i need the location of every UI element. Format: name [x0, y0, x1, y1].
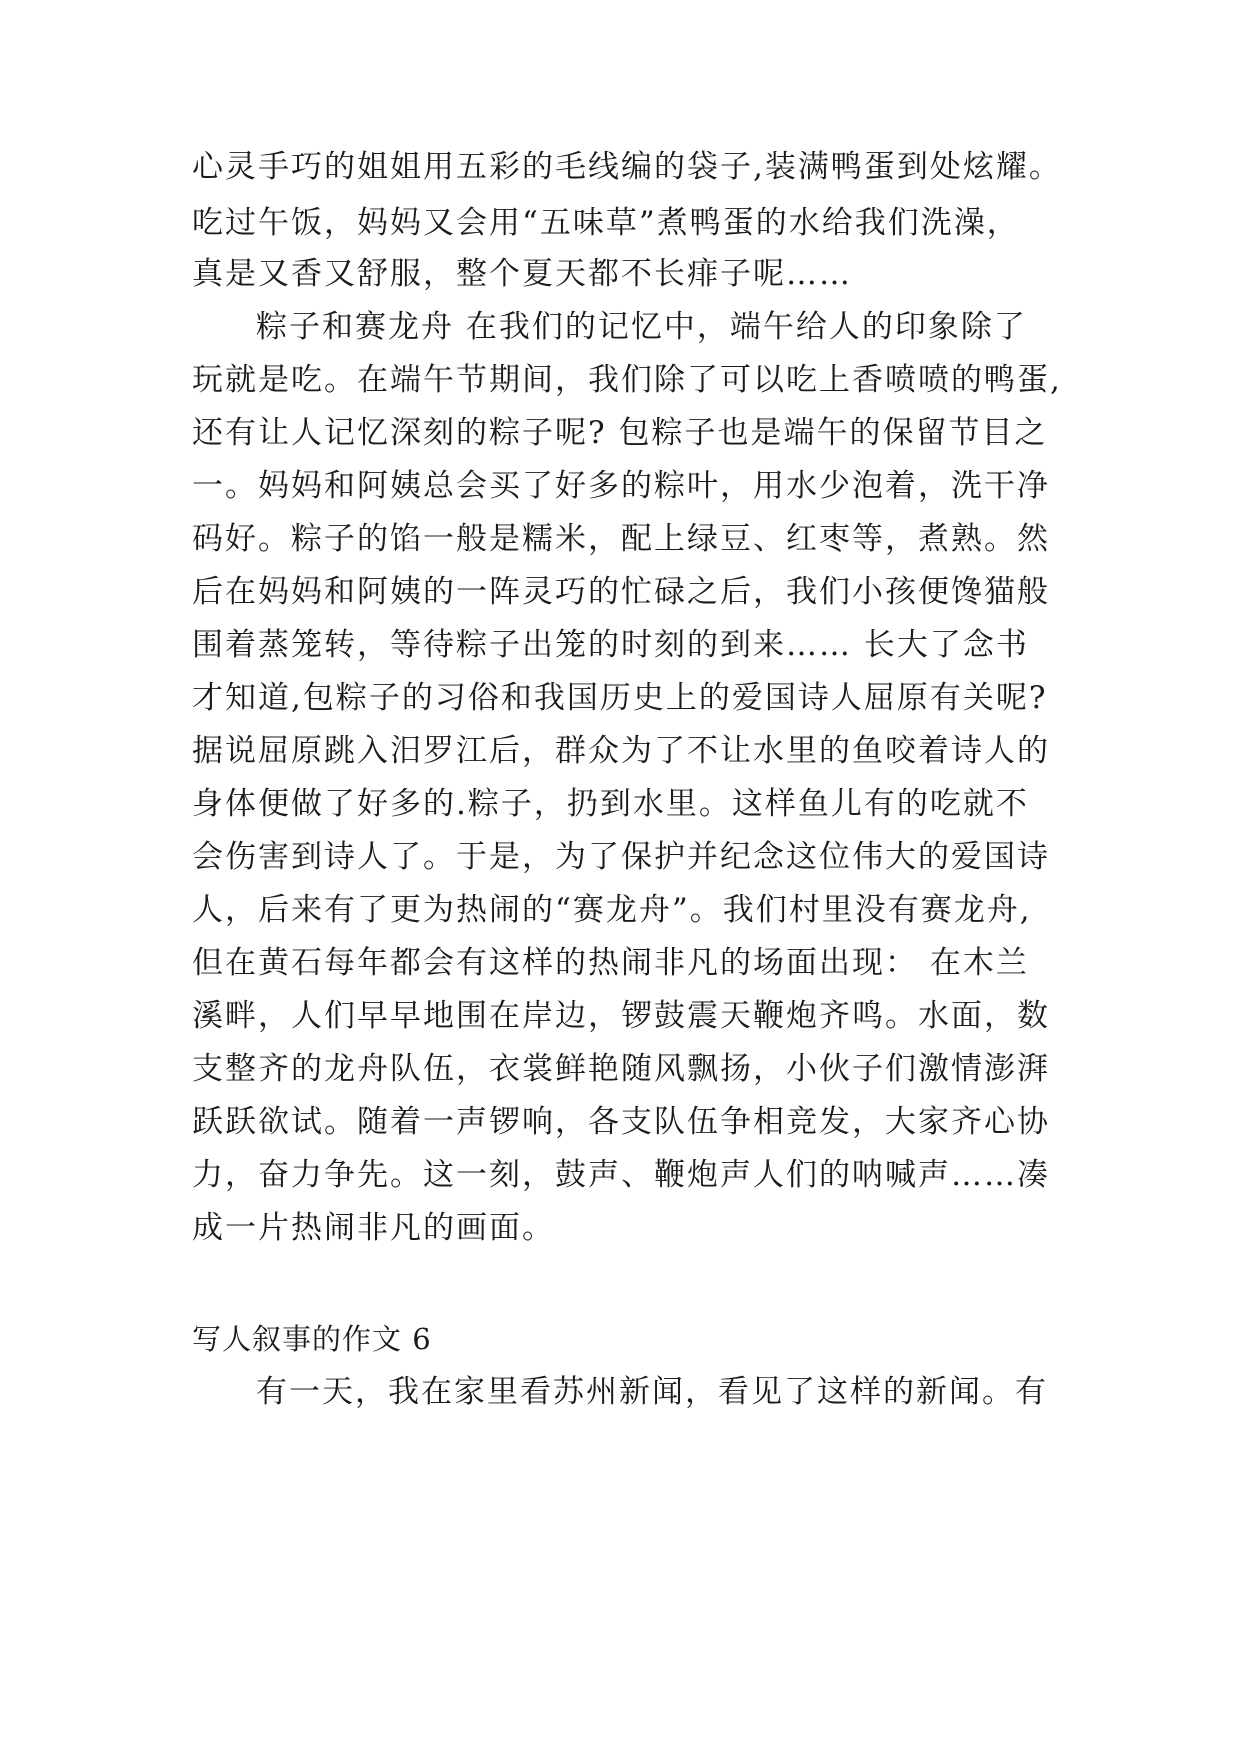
- paragraph-2-line-14: 溪畔，人们早早地围在岸边，锣鼓震天鞭炮齐鸣。水面，数: [192, 998, 1050, 1034]
- paragraph-1-line-1: 心灵手巧的姐姐用五彩的毛线编的袋子,装满鸭蛋到处炫耀。: [192, 149, 1062, 185]
- paragraph-2-line-6: 后在妈妈和阿姨的一阵灵巧的忙碌之后，我们小孩便馋猫般: [192, 574, 1050, 610]
- paragraph-1-line-3: 真是又香又舒服，整个夏天都不长痱子呢……: [192, 256, 852, 292]
- paragraph-2-line-8: 才知道,包粽子的习俗和我国历史上的爱国诗人屈原有关呢?: [192, 680, 1048, 716]
- paragraph-3-line-1: 有一天，我在家里看苏州新闻，看见了这样的新闻。有: [256, 1374, 1048, 1410]
- paragraph-2-line-13: 但在黄石每年都会有这样的热闹非凡的场面出现： 在木兰: [192, 945, 1029, 981]
- paragraph-2-line-16: 跃跃欲试。随着一声锣响，各支队伍争相竞发，大家齐心协: [192, 1104, 1050, 1140]
- section-title: 写人叙事的作文 6: [192, 1322, 432, 1356]
- paragraph-2-line-18: 成一片热闹非凡的画面。: [192, 1210, 555, 1246]
- paragraph-2-line-10: 身体便做了好多的.粽子，扔到水里。这样鱼儿有的吃就不: [192, 786, 1029, 822]
- paragraph-2-line-9: 据说屈原跳入汨罗江后，群众为了不让水里的鱼咬着诗人的: [192, 733, 1050, 769]
- paragraph-2-line-11: 会伤害到诗人了。于是，为了保护并纪念这位伟大的爱国诗: [192, 839, 1050, 875]
- paragraph-2-line-7: 围着蒸笼转，等待粽子出笼的时刻的到来…… 长大了念书: [192, 627, 1029, 663]
- paragraph-2-line-15: 支整齐的龙舟队伍，衣裳鲜艳随风飘扬，小伙子们激情澎湃: [192, 1051, 1050, 1087]
- paragraph-1-line-2: 吃过午饭，妈妈又会用“五味草”煮鸭蛋的水给我们洗澡，: [192, 205, 1020, 241]
- paragraph-2-line-1: 粽子和赛龙舟 在我们的记忆中，端午给人的印象除了: [256, 309, 1027, 345]
- paragraph-2-line-2: 玩就是吃。在端午节期间，我们除了可以吃上香喷喷的鸭蛋,: [192, 362, 1062, 398]
- paragraph-2-line-12: 人，后来有了更为热闹的“赛龙舟”。我们村里没有赛龙舟,: [192, 892, 1032, 928]
- paragraph-2-line-5: 码好。粽子的馅一般是糯米，配上绿豆、红枣等，煮熟。然: [192, 521, 1050, 557]
- paragraph-2-line-4: 一。妈妈和阿姨总会买了好多的粽叶，用水少泡着，洗干净: [192, 468, 1050, 504]
- paragraph-2-line-3: 还有让人记忆深刻的粽子呢? 包粽子也是端午的保留节目之: [192, 415, 1048, 451]
- paragraph-2-line-17: 力，奋力争先。这一刻，鼓声、鞭炮声人们的呐喊声……凑: [192, 1157, 1050, 1193]
